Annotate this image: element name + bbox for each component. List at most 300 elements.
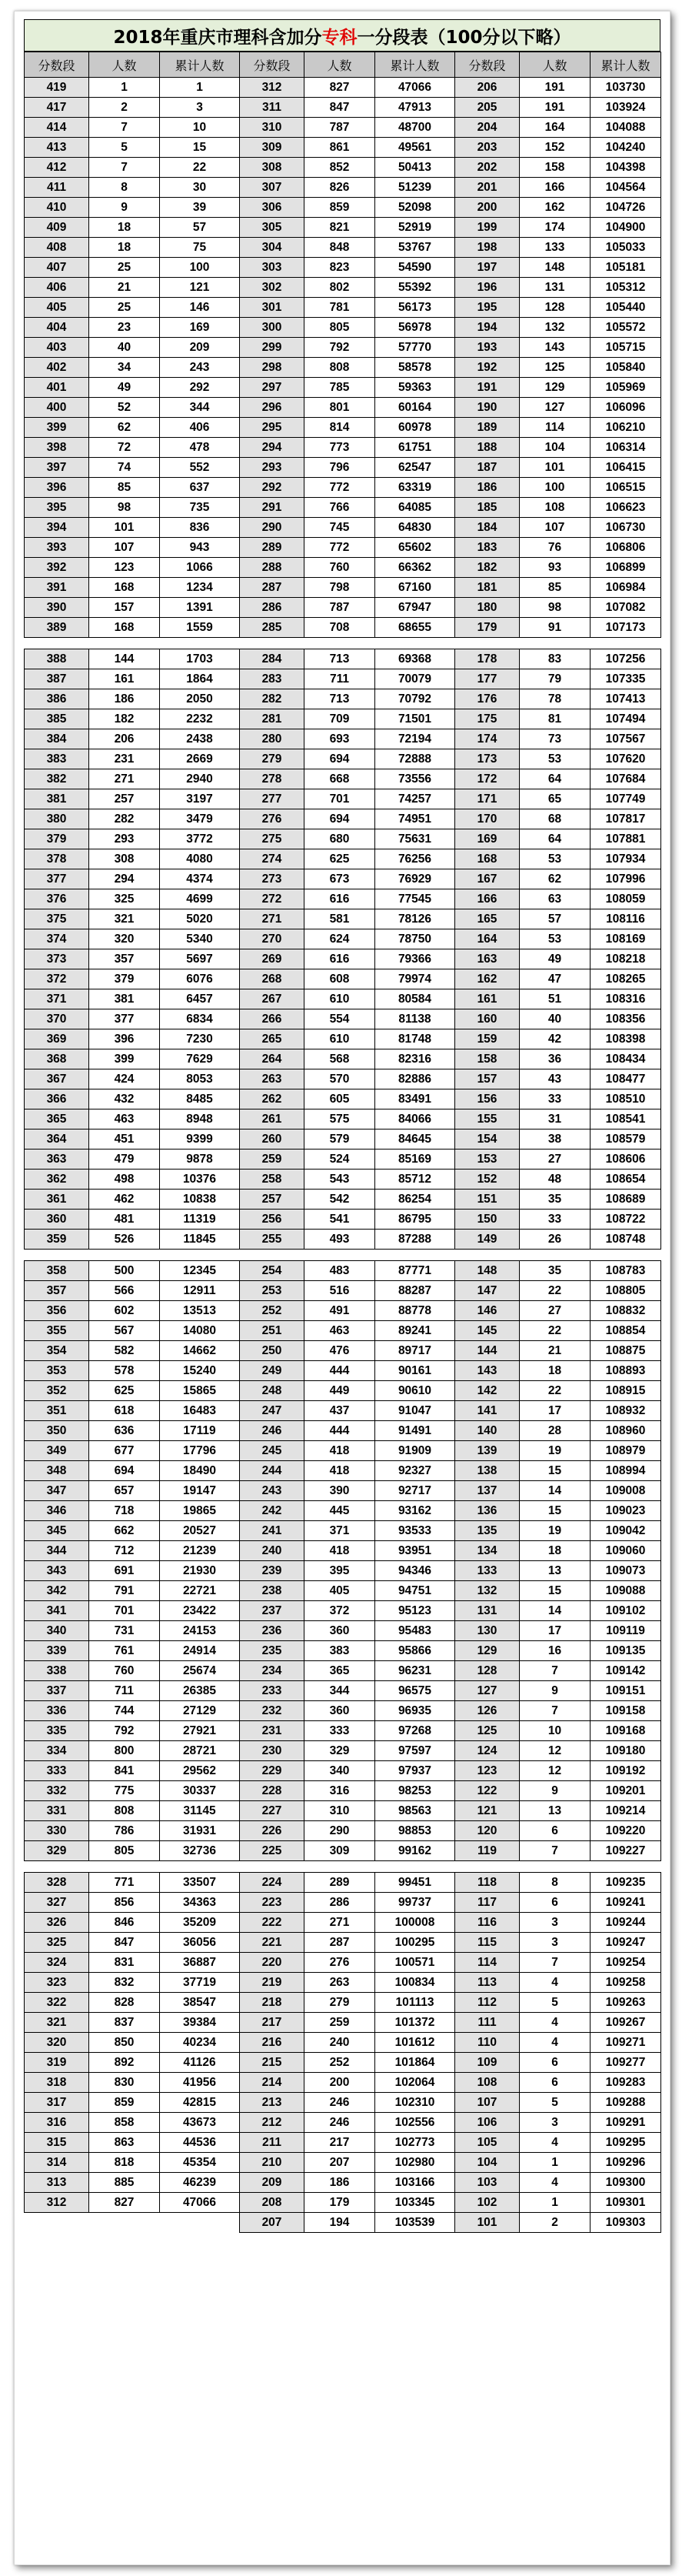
table-cell: 354	[25, 1341, 89, 1361]
table-cell: 168	[89, 578, 160, 598]
table-row	[25, 829, 661, 849]
table-cell: 343	[25, 1561, 89, 1581]
table-cell: 149	[455, 1230, 520, 1250]
table-cell: 200	[304, 2073, 375, 2093]
table-cell: 150	[455, 1210, 520, 1230]
table-cell: 108510	[591, 1089, 661, 1109]
table-cell: 182	[455, 558, 520, 578]
table-cell: 8485	[160, 1089, 240, 1109]
table-cell: 180	[455, 598, 520, 618]
header-score-1: 分数段	[25, 52, 89, 78]
table-cell: 40	[520, 1009, 591, 1029]
table-cell: 401	[25, 378, 89, 398]
table-row	[25, 1261, 661, 1281]
table-cell: 99737	[375, 1893, 455, 1913]
table-cell: 164	[455, 929, 520, 949]
table-cell: 148	[455, 1261, 520, 1281]
table-cell: 377	[25, 869, 89, 889]
table-cell: 366	[25, 1089, 89, 1109]
table-cell: 67947	[375, 598, 455, 618]
table-cell: 4	[520, 2033, 591, 2053]
table-cell: 330	[25, 1821, 89, 1841]
table-cell: 107	[455, 2093, 520, 2113]
table-cell: 22	[160, 158, 240, 178]
table-row	[25, 2013, 661, 2033]
table-cell: 385	[25, 709, 89, 729]
table-cell: 294	[89, 869, 160, 889]
table-cell: 271	[240, 909, 304, 929]
table-cell: 859	[304, 198, 375, 218]
table-cell: 360	[304, 1701, 375, 1721]
table-cell: 602	[89, 1301, 160, 1321]
table-cell: 56173	[375, 298, 455, 318]
table-cell: 108116	[591, 909, 661, 929]
table-cell: 291	[240, 498, 304, 518]
table-cell: 22721	[160, 1581, 240, 1601]
table-cell: 69368	[375, 649, 455, 669]
table-cell: 333	[25, 1761, 89, 1781]
table-cell: 400	[25, 398, 89, 418]
table-cell: 109220	[591, 1821, 661, 1841]
table-cell: 43673	[160, 2113, 240, 2133]
table-cell: 154	[455, 1130, 520, 1150]
table-cell: 419	[25, 78, 89, 98]
table-cell: 308	[89, 849, 160, 869]
table-row	[25, 749, 661, 769]
table-cell: 72888	[375, 749, 455, 769]
table-cell: 7	[520, 1661, 591, 1681]
table-cell: 245	[240, 1441, 304, 1461]
table-cell: 81138	[375, 1009, 455, 1029]
table-cell: 111	[455, 2013, 520, 2033]
table-cell: 286	[304, 1893, 375, 1913]
table-cell: 90610	[375, 1381, 455, 1401]
table-cell: 275	[240, 829, 304, 849]
table-cell: 49	[520, 949, 591, 969]
table-cell: 348	[25, 1461, 89, 1481]
table-row	[25, 1721, 661, 1741]
table-cell: 152	[520, 138, 591, 158]
table-cell: 712	[89, 1541, 160, 1561]
table-cell: 852	[304, 158, 375, 178]
table-cell: 3197	[160, 789, 240, 809]
table-cell: 109151	[591, 1681, 661, 1701]
table-cell: 263	[304, 1973, 375, 1993]
table-cell: 107684	[591, 769, 661, 789]
table-cell: 108979	[591, 1441, 661, 1461]
table-row	[25, 1069, 661, 1089]
table-cell: 11319	[160, 1210, 240, 1230]
table-cell: 344	[25, 1541, 89, 1561]
table-cell: 47	[520, 969, 591, 989]
table-cell: 321	[89, 909, 160, 929]
table-cell: 798	[304, 578, 375, 598]
table-cell: 105440	[591, 298, 661, 318]
table-cell: 406	[160, 418, 240, 438]
table-cell: 247	[240, 1401, 304, 1421]
table-cell: 360	[304, 1621, 375, 1641]
table-cell: 541	[304, 1210, 375, 1230]
table-cell: 109135	[591, 1641, 661, 1661]
table-cell: 863	[89, 2133, 160, 2153]
table-cell: 290	[240, 518, 304, 538]
table-row	[25, 2153, 661, 2173]
table-cell: 261	[240, 1109, 304, 1130]
table-cell: 303	[240, 258, 304, 278]
table-cell: 445	[304, 1501, 375, 1521]
table-cell: 214	[240, 2073, 304, 2093]
table-cell: 55392	[375, 278, 455, 298]
table-cell: 209	[160, 338, 240, 358]
table-cell: 62	[89, 418, 160, 438]
table-cell: 451	[89, 1130, 160, 1150]
table-cell: 1	[520, 2193, 591, 2213]
table-cell: 52098	[375, 198, 455, 218]
table-row	[25, 78, 661, 98]
table-cell: 329	[304, 1741, 375, 1761]
table-cell: 108893	[591, 1361, 661, 1381]
table-cell: 158	[455, 1049, 520, 1069]
table-cell: 107567	[591, 729, 661, 749]
table-cell: 449	[304, 1381, 375, 1401]
table-cell: 107996	[591, 869, 661, 889]
table-cell: 50413	[375, 158, 455, 178]
table-cell: 131	[455, 1601, 520, 1621]
table-cell: 58578	[375, 358, 455, 378]
table-row	[25, 158, 661, 178]
table-cell: 73	[520, 729, 591, 749]
table-cell: 142	[455, 1381, 520, 1401]
table-cell: 108748	[591, 1230, 661, 1250]
table-cell: 579	[304, 1130, 375, 1150]
section-gap	[25, 1250, 661, 1261]
table-cell: 109073	[591, 1561, 661, 1581]
table-cell: 476	[304, 1341, 375, 1361]
table-cell: 22	[520, 1281, 591, 1301]
table-cell: 176	[455, 689, 520, 709]
table-cell: 329	[25, 1841, 89, 1861]
table-cell: 332	[25, 1781, 89, 1801]
table-cell: 357	[25, 1281, 89, 1301]
table-cell: 223	[240, 1893, 304, 1913]
table-cell: 885	[89, 2173, 160, 2193]
table-cell: 108541	[591, 1109, 661, 1130]
table-row	[25, 198, 661, 218]
table-cell: 386	[25, 689, 89, 709]
table-cell: 1864	[160, 669, 240, 689]
table-cell: 125	[455, 1721, 520, 1741]
table-cell: 107749	[591, 789, 661, 809]
table-cell: 282	[89, 809, 160, 829]
table-cell: 108265	[591, 969, 661, 989]
table-cell: 403	[25, 338, 89, 358]
table-cell: 104900	[591, 218, 661, 238]
table-cell: 106806	[591, 538, 661, 558]
header-cumulative-3: 累计人数	[591, 52, 661, 78]
table-cell: 463	[89, 1109, 160, 1130]
table-cell: 5340	[160, 929, 240, 949]
table-cell: 122	[455, 1781, 520, 1801]
table-cell: 146	[160, 298, 240, 318]
table-cell: 217	[304, 2133, 375, 2153]
table-cell: 230	[240, 1741, 304, 1761]
table-frame	[14, 11, 670, 2565]
table-cell: 171	[455, 789, 520, 809]
table-cell: 4	[520, 2013, 591, 2033]
table-cell: 107082	[591, 598, 661, 618]
table-cell: 147	[455, 1281, 520, 1301]
table-cell: 311	[240, 98, 304, 118]
table-cell: 478	[160, 438, 240, 458]
table-cell: 91	[520, 618, 591, 638]
table-row	[25, 618, 661, 638]
table-cell: 369	[25, 1029, 89, 1049]
table-cell: 483	[304, 1261, 375, 1281]
table-cell: 100571	[375, 1953, 455, 1973]
table-cell: 246	[304, 2093, 375, 2113]
table-row	[25, 1701, 661, 1721]
table-cell: 846	[89, 1913, 160, 1933]
table-cell: 359	[25, 1230, 89, 1250]
table-cell: 104	[455, 2153, 520, 2173]
table-cell: 405	[25, 298, 89, 318]
table-row	[25, 929, 661, 949]
table-cell: 109254	[591, 1953, 661, 1973]
table-cell: 254	[240, 1261, 304, 1281]
table-row	[25, 1190, 661, 1210]
table-cell: 100295	[375, 1933, 455, 1953]
table-cell: 832	[89, 1973, 160, 1993]
table-row	[25, 1641, 661, 1661]
table-cell: 17119	[160, 1421, 240, 1441]
table-cell: 107173	[591, 618, 661, 638]
table-cell: 193	[455, 338, 520, 358]
table-cell: 109288	[591, 2093, 661, 2113]
header-count-3: 人数	[520, 52, 591, 78]
table-cell: 96935	[375, 1701, 455, 1721]
table-cell: 2	[520, 2213, 591, 2233]
table-row	[25, 729, 661, 749]
table-cell: 109241	[591, 1893, 661, 1913]
table-cell: 826	[304, 178, 375, 198]
table-cell: 624	[304, 929, 375, 949]
table-cell: 28721	[160, 1741, 240, 1761]
table-cell: 109214	[591, 1801, 661, 1821]
table-cell: 97597	[375, 1741, 455, 1761]
table-cell: 831	[89, 1953, 160, 1973]
table-cell: 380	[25, 809, 89, 829]
table-cell: 140	[455, 1421, 520, 1441]
title-prefix: 2018年重庆市理科含加分	[113, 27, 322, 48]
table-cell: 40234	[160, 2033, 240, 2053]
table-row	[25, 1933, 661, 1953]
table-cell: 97268	[375, 1721, 455, 1741]
table-cell: 86254	[375, 1190, 455, 1210]
table-cell: 18	[520, 1361, 591, 1381]
table-cell: 8	[520, 1873, 591, 1893]
table-cell: 13	[520, 1801, 591, 1821]
table-cell: 75	[160, 238, 240, 258]
table-cell: 52	[89, 398, 160, 418]
table-cell: 272	[240, 889, 304, 909]
table-cell: 206	[455, 78, 520, 98]
table-cell: 827	[304, 78, 375, 98]
table-row	[25, 1481, 661, 1501]
table-cell: 124	[455, 1741, 520, 1761]
table-cell: 108960	[591, 1421, 661, 1441]
table-cell: 53	[520, 849, 591, 869]
table-cell: 75631	[375, 829, 455, 849]
table-cell: 138	[455, 1461, 520, 1481]
table-cell: 162	[455, 969, 520, 989]
table-cell: 17796	[160, 1441, 240, 1461]
table-cell: 109296	[591, 2153, 661, 2173]
table-cell: 9399	[160, 1130, 240, 1150]
table-cell: 299	[240, 338, 304, 358]
table-cell: 383	[25, 749, 89, 769]
table-cell: 27	[520, 1301, 591, 1321]
table-cell: 98853	[375, 1821, 455, 1841]
table-cell: 787	[304, 598, 375, 618]
table-cell: 337	[25, 1681, 89, 1701]
table-cell: 123	[89, 558, 160, 578]
table-cell: 281	[240, 709, 304, 729]
table-row	[25, 1781, 661, 1801]
table-cell: 48700	[375, 118, 455, 138]
table-cell: 346	[25, 1501, 89, 1521]
table-cell: 222	[240, 1913, 304, 1933]
table-row	[25, 2133, 661, 2153]
table-cell: 93533	[375, 1521, 455, 1541]
table-row	[25, 278, 661, 298]
table-cell: 16	[520, 1641, 591, 1661]
table-cell: 694	[304, 749, 375, 769]
table-cell: 361	[25, 1190, 89, 1210]
table-cell: 861	[304, 138, 375, 158]
table-cell: 808	[89, 1801, 160, 1821]
table-cell: 301	[240, 298, 304, 318]
table-cell: 47066	[375, 78, 455, 98]
table-cell: 259	[304, 2013, 375, 2033]
table-cell: 408	[25, 238, 89, 258]
table-cell: 575	[304, 1109, 375, 1130]
table-row	[25, 2193, 661, 2213]
table-cell: 673	[304, 869, 375, 889]
table-cell: 12	[520, 1761, 591, 1781]
table-cell: 360	[25, 1210, 89, 1230]
table-cell: 23	[89, 318, 160, 338]
table-cell: 567	[89, 1321, 160, 1341]
table-row	[25, 1321, 661, 1341]
score-table	[24, 52, 661, 2233]
table-cell: 49561	[375, 138, 455, 158]
table-cell: 169	[160, 318, 240, 338]
table-cell: 662	[89, 1521, 160, 1541]
table-cell: 792	[304, 338, 375, 358]
table-cell: 114	[520, 418, 591, 438]
table-cell: 823	[304, 258, 375, 278]
table-cell: 109201	[591, 1781, 661, 1801]
table-cell: 279	[240, 749, 304, 769]
table-row	[25, 178, 661, 198]
table-cell: 74951	[375, 809, 455, 829]
table-cell: 104398	[591, 158, 661, 178]
table-cell: 322	[25, 1993, 89, 2013]
table-cell: 371	[304, 1521, 375, 1541]
table-cell: 328	[25, 1873, 89, 1893]
table-cell: 79974	[375, 969, 455, 989]
table-cell: 302	[240, 278, 304, 298]
table-cell: 618	[89, 1401, 160, 1421]
table-cell: 19147	[160, 1481, 240, 1501]
table-cell: 432	[89, 1089, 160, 1109]
table-cell: 310	[304, 1801, 375, 1821]
table-cell: 203	[455, 138, 520, 158]
table-cell: 141	[455, 1401, 520, 1421]
table-row	[25, 1210, 661, 1230]
table-cell: 12911	[160, 1281, 240, 1301]
table-cell: 104	[520, 438, 591, 458]
table-cell: 104088	[591, 118, 661, 138]
table-cell: 297	[240, 378, 304, 398]
table-cell: 9	[520, 1681, 591, 1701]
table-cell: 836	[160, 518, 240, 538]
table-cell: 107413	[591, 689, 661, 709]
table-cell: 178	[455, 649, 520, 669]
table-cell: 773	[304, 438, 375, 458]
table-cell: 22	[520, 1321, 591, 1341]
table-cell: 106984	[591, 578, 661, 598]
table-cell: 363	[25, 1150, 89, 1170]
table-cell: 370	[25, 1009, 89, 1029]
table-row	[25, 1170, 661, 1190]
table-cell: 552	[160, 458, 240, 478]
table-cell: 34363	[160, 1893, 240, 1913]
table-cell: 344	[304, 1681, 375, 1701]
table-cell: 491	[304, 1301, 375, 1321]
table-row	[25, 258, 661, 278]
table-cell: 109283	[591, 2073, 661, 2093]
table-row	[25, 1821, 661, 1841]
table-cell: 15	[520, 1501, 591, 1521]
table-cell: 41956	[160, 2073, 240, 2093]
table-cell: 524	[304, 1150, 375, 1170]
table-row	[25, 1401, 661, 1421]
table-cell: 88287	[375, 1281, 455, 1301]
table-cell: 14	[520, 1601, 591, 1621]
table-cell: 309	[240, 138, 304, 158]
table-cell: 108832	[591, 1301, 661, 1321]
table-cell: 92327	[375, 1461, 455, 1481]
table-cell: 288	[240, 558, 304, 578]
table-row	[25, 398, 661, 418]
title-suffix: 一分段表（100分以下略）	[357, 27, 571, 48]
table-cell: 368	[25, 1049, 89, 1069]
table-cell: 745	[304, 518, 375, 538]
table-row	[25, 558, 661, 578]
table-cell: 417	[25, 98, 89, 118]
table-cell: 24914	[160, 1641, 240, 1661]
table-cell: 828	[89, 1993, 160, 2013]
table-cell: 109042	[591, 1521, 661, 1541]
table-cell: 13	[520, 1561, 591, 1581]
table-row	[25, 1661, 661, 1681]
table-cell: 6834	[160, 1009, 240, 1029]
table-cell: 14080	[160, 1321, 240, 1341]
table-cell: 108915	[591, 1381, 661, 1401]
table-cell: 39384	[160, 2013, 240, 2033]
table-row	[25, 669, 661, 689]
